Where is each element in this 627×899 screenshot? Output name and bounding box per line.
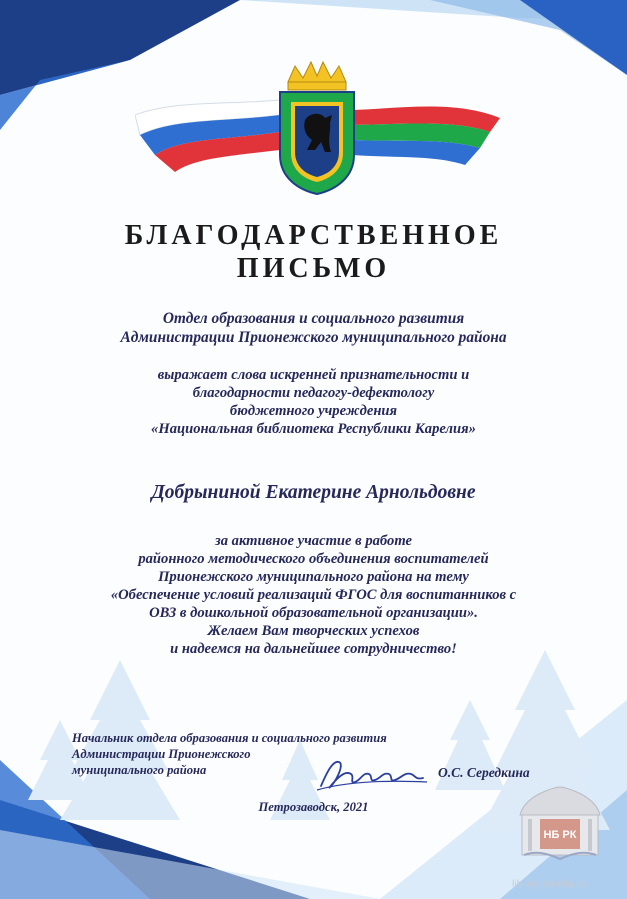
reason-line: районного методического объединения воспитателей <box>138 551 489 567</box>
document-title-line1: БЛАГОДАРСТВЕННОЕ <box>124 220 503 251</box>
thanks-block <box>40 366 587 438</box>
place-and-date: Петрозаводск, 2021 <box>258 800 369 814</box>
reason-line: «Обеспечение условий реализаций ФГОС для воспитанников с <box>110 587 517 603</box>
watermark-url: library.karelia.ru <box>512 878 586 890</box>
thanks-line: бюджетного учреждения <box>229 403 398 419</box>
document-title-line2: ПИСЬМО <box>236 253 391 284</box>
reason-line: за активное участие в работе <box>215 533 412 549</box>
thanks-line: выражает слова искренней признательности и <box>157 367 470 383</box>
library-logo-text: НБ РК <box>543 829 577 841</box>
signatory-name: О.С. Середкина <box>438 765 530 780</box>
reason-line: Прионежского муниципального района на тему <box>158 569 469 585</box>
thanks-line: «Национальная библиотека Республики Карелия» <box>151 421 476 437</box>
organization-block <box>40 309 587 347</box>
handwritten-signature-icon <box>315 752 430 794</box>
signatory-title-line2: Администрации Прионежского <box>72 747 251 761</box>
library-logo-icon <box>510 785 610 863</box>
reason-line: Желаем Вам творческих успехов <box>207 623 420 639</box>
reason-line: ОВЗ в дошкольной образовательной организации». <box>149 605 478 621</box>
organization-line: Отдел образования и социального развития <box>162 310 465 327</box>
thanks-line: благодарности педагогу-дефектологу <box>192 385 435 401</box>
organization-line: Администрации Прионежского муниципального района <box>120 329 507 346</box>
recipient-name: Добрыниной Екатерине Арнольдовне <box>151 482 476 503</box>
reason-line: и надеемся на дальнейшее сотрудничество! <box>170 641 457 657</box>
signatory-title-line1: Начальник отдела образования и социального развития <box>72 731 387 745</box>
coat-of-arms-icon <box>135 60 500 195</box>
reason-block <box>40 532 587 658</box>
signatory-title-line3: муниципального района <box>72 763 207 777</box>
